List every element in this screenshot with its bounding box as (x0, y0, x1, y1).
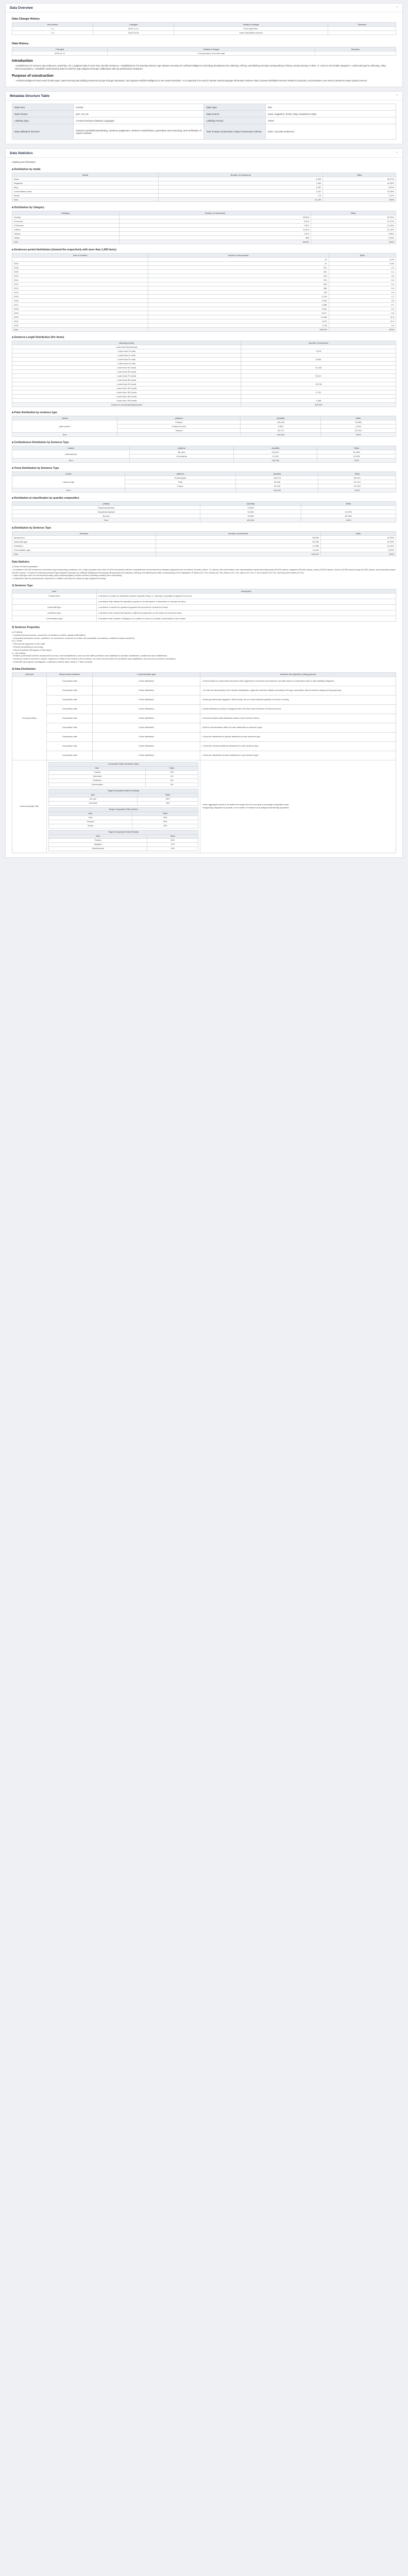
metadata-card (5, 91, 403, 144)
table-row: 2014 736 0.5 (12, 291, 396, 295)
table-row: factual form 69,069 42.35% (12, 536, 396, 540)
table-row: Past 39,198 19.71% (12, 480, 396, 484)
table-row: Inferential 9% (49, 774, 198, 778)
table-row: Composition ratio Check distribution • Check the sentence attribute distribution for each sentence type (12, 741, 396, 751)
table-row: Sum 163,049 100% (12, 459, 396, 463)
table-row: Magazine 1,930 16.35% (12, 181, 396, 185)
table-row: 2012 309 0.3 (12, 282, 396, 286)
table-row: Composition ratio Check distribution • Media distribution (books) in categories with more than total 20 articles of these Arrow this (12, 704, 396, 714)
table-header: Number of documents (148, 253, 329, 258)
table-row: Problem in text 3,826 2.42% (12, 425, 396, 429)
table-row: Composition ratio Check distribution • Mark on discrimination within an index distribution of sentence types (12, 723, 396, 732)
table-row: 2020 11,386 14.8 (12, 315, 396, 319)
table-row: Sum 163,049 100% (12, 433, 396, 437)
data-statistics-card (5, 148, 403, 858)
table-row: 2017 1,986 5.7 (12, 303, 396, 307)
type-title: ■ Distribution by Sentence Type (12, 527, 51, 530)
table-row: Positive 80% (49, 838, 198, 842)
table-row: Composition ratio Check distribution • Check the distribution of these attributes for each sentence type (12, 751, 396, 760)
polarity-title: ■ Polar distribution by sentence type (12, 411, 57, 414)
table-header: Labels (12, 472, 125, 476)
table-row: Lower than 70 words 26,117 (12, 374, 396, 378)
table-header: Labeling number (12, 341, 241, 345)
table-row: 2022-01-11 Full disclosure of Ai-Hub data (12, 52, 396, 56)
table-row: 2021 3,011 13.3 (12, 319, 396, 324)
classification-table: polarity Quantity Ratio Prophecy/mention 79,095 Complement(what) 15,093 12.00% Normal 78,359 59.28% Sum 163,049 100% (12, 501, 396, 522)
change-history-title: Data Change History (12, 18, 40, 21)
table-row: polar yes/no Positive 125,003 76.68% (12, 420, 396, 425)
labeling-info: Labeling and information (12, 161, 36, 163)
table-row: Composition ratio Check distribution • Check the distribution of specific attributes for each sentence type (12, 732, 396, 741)
table-row: 19 0.1% (12, 258, 396, 262)
table-row: 2010 233 0.6 (12, 274, 396, 278)
table-row: Lower than 90 words 15,748 (12, 382, 396, 386)
category-table (12, 211, 396, 244)
table-row: Composition ratio Check distribution • General schedule data distribution based on the number of items (12, 714, 396, 723)
table-row: Sum 11,100 100% (12, 198, 396, 202)
table-row: Accuracy (Rate) Composition ratio Check distribution • Criteria based on construction documents with equipment of conversion and sentence rule data based on construction rate for data reliability categories (12, 676, 396, 686)
table-row: Sum 163,049 100% (12, 488, 396, 493)
table-row: 2019 5,217 9.6 (12, 311, 396, 315)
table-row: Normal 78,359 59.28% (12, 514, 396, 518)
purpose-list (12, 79, 396, 82)
table-row: Latency date Present/past 105,272 65.11% (12, 476, 396, 480)
table-row: 2008 291 0.2 (12, 266, 396, 270)
table-row: Lower than 50 words 31,433 (12, 366, 396, 370)
table-row: Predictive 8% (49, 778, 198, 783)
change-history-table (12, 22, 396, 35)
table-row: News 6,433 38.97% (12, 177, 396, 181)
table-row: Sum 163,049 100% (12, 552, 396, 556)
table-header: Ratio (311, 211, 396, 215)
table-row: Sentence number(text)(total) total 163,049 (12, 403, 396, 407)
table-header: Quantity (236, 472, 318, 476)
table-row: Factual 75% (49, 770, 198, 774)
table-row: Data Format json, csv, txt Data Source news, magazine, books, blog, broadcast scripts (12, 111, 396, 117)
table-row: Composition ratio Check distribution • To make the discontinuity of the domain classification, adjust the collection statistic according to the type composition rate by medium category during preparing (12, 686, 396, 695)
table-row: Books 779 7.22% (12, 194, 396, 198)
table-row: Lower than 40 units (12, 362, 396, 366)
table-row: Neutral 34,173 20.91% (12, 429, 396, 433)
table-header: Ratio (317, 446, 396, 450)
table-row: Lower than 180 words (12, 395, 396, 399)
inner3-table: Target Composition Ratio (Tense) Item Ratio Past 45% Present 30% Future 25% (48, 807, 198, 828)
table-header: Labels (12, 446, 130, 450)
table-header: Number of sentences (241, 341, 396, 345)
table-header: Media (12, 173, 159, 177)
table-row: Negative 10% (49, 842, 198, 846)
table-row: Culture 11,510 21.14% (12, 228, 396, 232)
table-row: Conversation script 1,167 10.49% (12, 190, 396, 194)
data-statistics-header[interactable] (6, 149, 402, 158)
table-row: IT/Science 7,807 13.15% (12, 224, 396, 228)
chevron-up-icon[interactable]: ⌃ (395, 94, 398, 98)
table-row: Uncertainty 21,181 13.39% (12, 454, 396, 459)
table-row: Factual form a sentence in which an individual reveals a specific thing, i.e. hearing or specially recognized to be true (12, 593, 396, 599)
table-row: Future 18,738 13.19% (12, 484, 396, 488)
properties-block: a) Certainty - Confirmed (most sources, occurrence of incident is certain, speaker affirmation) - Uncertainty (unknown source, prediction, no occurrence of events of conflict, and possibility, uncertainty, conditional clause assumed) b) ( ) Tense - Past (events happened in the past) - Present (Something is occurring) - Future (incidents will happen in the future) c) - the polarity - Positive (contextual incident, factual will to be true, event established, none occurred after prediction was established, situation established, conditional case established) - Denial (no content connect to context, impact to no false in the content of the sentence, an event occurred after the prediction was established, and an event occurred a deviation) - Undecided (if progress investigation, undecided content, false content, T false content) (12, 630, 176, 663)
length-title: ■ Sentence Length Distribution (Per Items) (12, 336, 64, 339)
notes-title: Data Statistics (12, 561, 30, 564)
table-row: 1.1 2022-11-12 Final Data Rels. (12, 27, 396, 31)
table-row: Sum 163,049 100% (12, 518, 396, 522)
table-header: Number of documents (119, 211, 311, 215)
table-row: Lower than 150 words 2,751 (12, 391, 396, 395)
table-row: Conversation 8% (49, 783, 198, 787)
table-row: Sum 56,891 100% (12, 240, 396, 244)
table-row: 2015 1,215 1.2 (12, 295, 396, 299)
length-table (12, 341, 396, 407)
table-header: Number of documents (159, 173, 323, 177)
table-row: Prophecy/mention 79,095 (12, 506, 396, 510)
table-row: Composition ratio Check distribution • Books (professional), Magazine, Writer Books, Etc.) to meet collection quantity of sources in history (12, 695, 396, 704)
table-row: Prediction 17,089 10.44% (12, 544, 396, 548)
table-row: Lower than 80 words (12, 378, 396, 382)
table-row: Past 45% (49, 816, 198, 820)
notes-block: 1) Scale of Data Explanation • Constituent 163,000 sentences of sentence type (reasoning, prediction, etc.) Data (includes more than 10,000 documents) with the completeness of documents by category (ingested such as history, Society, culture, IT, science, life and health) in the representative media (including news (29,000 cases), magazine (26,000 cases), books (30,000 cases), novels (10,000 cases), blogs (24,000 cases), and broadcast scripts (30,000 cases) • Construct a learning sentence type dataset necessary for artificial intelligence technology development by collecting, refining, and labeling raw data corresponding to the categories of history (10.7%), society (10.7%), finance (10.7%), culture (10.7%), IT and science (10.7%), and living and health (10.7%) • Label total type such as normal (temporality, past positive/negative positive surface (including certainty and uncertainty) • Collaborate with top professional companies in reliable build data for sentence type judgment learning (12, 565, 396, 580)
table-row: 2013 585 0.4 (12, 286, 396, 291)
table-row: Sum 163,049 100% (12, 328, 396, 332)
data-statistics-title: Data Statistics (10, 151, 33, 155)
table-row: Complement(what) 15,093 12.00% (12, 510, 396, 514)
table-row: History 1,920 4.56% (12, 232, 396, 236)
year-title: ■ Sentences period distribution (showed the respectively with more than 1,000 items) (12, 248, 116, 251)
group-label: Latency date (12, 476, 125, 488)
table-row: Be sure 60% (49, 797, 198, 801)
table-row: Data Area Korean Data Type Text (12, 104, 396, 111)
data-overview-card (5, 3, 403, 87)
table-row: Lower than 30 units 8,835 (12, 358, 396, 362)
table-header: Ratio (318, 472, 396, 476)
table-row: 2011 215 0.2 (12, 278, 396, 282)
polarity-table (12, 416, 396, 437)
table-row: Society 25,516 30.30% (12, 215, 396, 219)
table-row: a sentence that reflects the speaker's opinion of an idea that is, it describes or conveys the idea (12, 599, 396, 604)
distribution-title: 3) Data Distribution (12, 667, 36, 671)
certainty-title: ■ Certitudeness Distribution by Sentence Type (12, 441, 69, 444)
table-row: 1.0 2022-03-25 Open Data (Beta version) (12, 31, 396, 35)
table-row: Data Utilization Services Sentence prohibition/predicting, sentence judgement, sentence classification, generation and reasoning, and verification of expert contexts Year of Data Construction / Data Construction Volume 2022 / 163,000 sentences (12, 124, 396, 140)
table-row: Present 30% (49, 820, 198, 824)
table-row: Labeling Type Content business (Natural Language) Labeling Format JSON (12, 117, 396, 124)
table-row: Lower than 100 words (12, 386, 396, 391)
introduction-title: Introduction (12, 59, 33, 63)
introduction-list (12, 64, 396, 71)
table-header: Quantity (241, 416, 320, 420)
sentence-type-table: Item Description Factual form a sentence in which an individual reveals a specific thing, i.e. hearing or specially recognized to be true a sentence that reflects the speaker's opinion of an idea that is, it describes or conveys the idea Inferential type a sentence in which the speaker supposes the occurrence of what he knows predictive type a sentence with content that depicts a different perspective on the basis of a previous event Conversation type a sentence that contains a dialogue in a context of a fact in a certain conversation in the context (12, 589, 396, 622)
table-row: 2009 202 0.1 (12, 270, 396, 274)
tense-table (12, 471, 396, 493)
group-label: Accuracy (Rate) (12, 676, 47, 760)
table-header: Category (12, 211, 120, 215)
chevron-up-icon[interactable]: ⌃ (395, 151, 398, 155)
table-row: Inferential type 69,798 42.39% (12, 540, 396, 544)
table-row: Undetermined 10% (49, 846, 198, 851)
distribution-table: Data split Measurement indicators a representative goal indicators and objectives relating grounds Accuracy (Rate) Composition ratio Check distribution • Criteria based on construction documents with equipment of conversion and sentence rule data based on construction rate for data reliability categories Composition ratio Check distribution • To make the discontinuity of the domain classification, adjust the collection statistic according to the type composition rate by medium category during preparing Composition ratio Check distribution • Books (professional), Magazine, Writer Books, Etc.) to meet collection quantity of sources in history Composition ratio Check distribution • Media distribution (books) in categories with more than total 20 articles of these Arrow this Composition ratio Check distribution • General schedule data distribution based on the number of items Composition ratio Check distribution • Mark on discrimination within an index distribution of sentence types Composition ratio Check distribution • Check the distribution of specific attributes for each sentence type Composition ratio Check distribution • Check the sentence attribute distribution for each sentence type Composition ratio Check distribution • Check the distribution of these attributes for each sentence type Accuracy (Angel rate) Composition Ratio (Sentence Type) Item Ratio Factual 75% Inferential 9% Predictive 8% Conversation 8% Target Composition Ratio (Certainty) Item Ratio Be sure 60% Uncertain 40% Target Composition Ratio (Tense) Item Ratio Past 45% Present 30% Future 25% Target Composition Ratio (Polarity) Item Ratio Positive 80% Negative 10% Undetermined 10% • Each aggregate needs to be within the range from the accuracy in the target composition ratio • Regarding categories to provide a set number of research and analysis that identify properties (12, 672, 396, 853)
table-row: Economic 9,252 21.97% (12, 219, 396, 224)
table-row: Lower than 60 words (12, 370, 396, 374)
table-row: Conversation type a sentence that contains a dialogue in a context of a fact in a certain conversation in the context (12, 616, 396, 621)
list-item: • Establishment of sentence type (Inference, prediction, etc.), judgment data of more than 163,000 sentences. • Establishment of a learning sentence type dataset necessary for artificial intelligence technology development by collecting, refining, and labeling raw data corresponding to history, society (Society, Culture, IT, science, Etc) health categories. • Label total type by collecting, citing inference/prophecy. • Establish model learning data for sentence type judgment through collaboration with top professional companies (15, 64, 386, 70)
group-label: certitudeness (12, 450, 130, 459)
source-table (12, 173, 396, 202)
data-history-title: Data History (12, 42, 29, 45)
table-row: certitudeness Be sure 144,871 91.38% (12, 450, 396, 454)
table-row: Accuracy (Angel rate) Composition Ratio (Sentence Type) Item Ratio Factual 75% Inferential 9% Predictive 8% Conversation 8% Target Composition Ratio (Certainty) Item Ratio Be sure 60% Uncertain 40% Target Composition Ratio (Tense) Item Ratio Past 45% Present 30% Future 25% Target Composition Ratio (Polarity) Item Ratio Positive 80% Negative 10% Undetermined 10% • Each aggregate needs to be within the range from the accuracy in the target composition ratio • Regarding categories to provide a set number of research and analysis that identify properties (12, 760, 396, 853)
chevron-up-icon[interactable]: ⌃ (395, 6, 398, 10)
table-row: 2022 1,116 0.8 (12, 324, 396, 328)
table-header: patterns (117, 416, 241, 420)
table-row: 2016 1,543 3.6 (12, 299, 396, 303)
table-header: Quantity (234, 446, 317, 450)
tense-title: ■ Tense Distribution by Sentence Type (12, 467, 59, 470)
table-header: Remarks (328, 23, 396, 27)
metadata-header[interactable] (6, 92, 402, 100)
purpose-title: Purpose of construction (12, 74, 54, 78)
table-header: File version (12, 23, 93, 27)
metadata-title: Metadata Structure Table (10, 94, 50, 98)
table-row: Lower than 20 units (12, 353, 396, 358)
table-header: Year of creation (12, 253, 148, 258)
list-item: - Artificial intelligence learns word chunks types, starts learning data building sentences by type through automation, and supports artificial intelligence to use natural workload. • It is expected to be used in domain natural language information evidence data, business debilitated services related to document, and develops a new service (sentence expert system) service. (15, 79, 368, 82)
data-history-table: Changed Details of change Remarks 2022-01-11 Full disclosure of Ai-Hub data (12, 47, 396, 56)
year-table (12, 253, 396, 332)
table-row: Lower than 190 words 1,488 (12, 399, 396, 403)
sentence-type-section-title: 1) Sentence Type (12, 584, 33, 587)
table-row: 2001 37 0.0% (12, 262, 396, 266)
table-row: Lower than 10 units 1,676 (12, 349, 396, 353)
table-header: Ratio (329, 253, 396, 258)
table-header: Details of change (174, 23, 328, 27)
inner1-table: Composition Ratio (Sentence Type) Item Ratio Factual 75% Inferential 9% Predictive 8% Conversation 8% (48, 762, 198, 787)
table-row: 2018 3,042 5.9 (12, 307, 396, 311)
type-table: Sentence Number of sentences Ratio factual form 69,069 42.35% Inferential type 69,798 42.39% Prediction 17,089 10.44% Conversation type 11,420 6.99% Sum 163,049 100% (12, 531, 396, 556)
table-row: Lower than 5(Incorrect) (12, 345, 396, 349)
inner2-table: Target Composition Ratio (Certainty) Item Ratio Be sure 60% Uncertain 40% (48, 789, 198, 806)
certainty-table (12, 446, 396, 463)
group-label: Accuracy (Angel rate) (12, 760, 47, 853)
table-row: Inferential type a sentence in which the speaker supposes the occurrence of what he knows (12, 604, 396, 610)
table-header: Changed (93, 23, 174, 27)
data-overview-title: Data Overview (10, 6, 33, 10)
data-overview-header[interactable] (6, 4, 402, 12)
table-row: Conversation type 11,420 6.99% (12, 548, 396, 552)
table-header: Labels (12, 416, 117, 420)
source-title: ■ Distribution by media (12, 168, 41, 171)
inner4-table: Target Composition Ratio (Polarity) Item Ratio Positive 80% Negative 10% Undetermined 10% (48, 830, 198, 851)
table-header: Ratio (320, 416, 396, 420)
table-header: patterns (125, 472, 236, 476)
table-row: Future 25% (49, 824, 198, 828)
category-title: ■ Distribution by Category (12, 206, 44, 209)
table-row: predictive type a sentence with content that depicts a different perspective on the basis of a previous event (12, 610, 396, 616)
properties-title: 2) Sentence Properties (12, 625, 40, 629)
group-label: polar yes/no (12, 420, 117, 433)
metadata-table (12, 104, 396, 140)
classification-title: ■ Distribution at classification by quantity composition (12, 497, 79, 500)
table-header: Ratio (323, 173, 396, 177)
table-header: patterns (130, 446, 234, 450)
table-row: Uncertain 40% (49, 801, 198, 805)
table-row: Health 886 3.09% (12, 236, 396, 240)
table-row: Blog 1,061 9.91% (12, 185, 396, 190)
